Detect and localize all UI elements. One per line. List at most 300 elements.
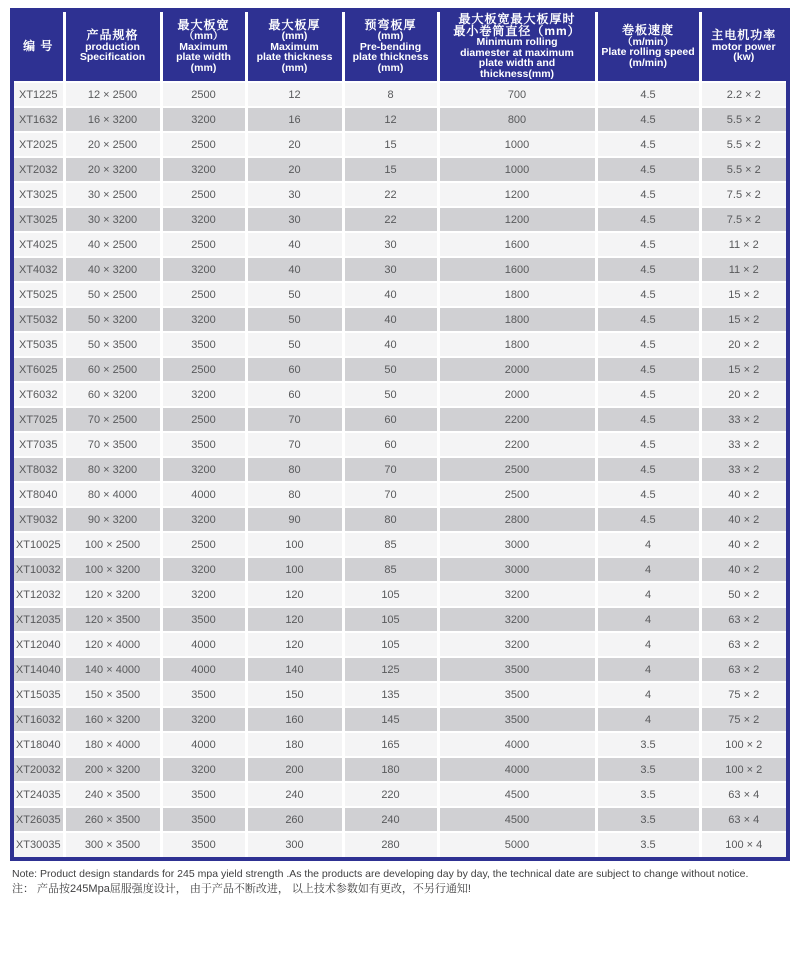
table-cell-motor-power: 63 × 2	[700, 632, 786, 657]
table-cell-rolling-speed: 4	[596, 657, 700, 682]
table-cell-rolling-speed: 4	[596, 582, 700, 607]
table-cell-min-rolling-diameter: 1800	[438, 332, 596, 357]
table-cell-model: XT12032	[14, 582, 64, 607]
table-cell-spec: 12 × 2500	[64, 82, 161, 107]
table-cell-rolling-speed: 4.5	[596, 432, 700, 457]
header-cell-model	[14, 12, 64, 82]
table-cell-prebending-thickness: 240	[343, 807, 438, 832]
table-cell-model: XT5035	[14, 332, 64, 357]
table-cell-prebending-thickness: 180	[343, 757, 438, 782]
table-cell-max-plate-width: 4000	[161, 632, 246, 657]
table-cell-spec: 160 × 3200	[64, 707, 161, 732]
table-cell-motor-power: 100 × 2	[700, 757, 786, 782]
table-cell-motor-power: 50 × 2	[700, 582, 786, 607]
table-cell-max-plate-width: 4000	[161, 732, 246, 757]
table-cell-motor-power: 15 × 2	[700, 357, 786, 382]
table-cell-prebending-thickness: 60	[343, 432, 438, 457]
table-cell-model: XT10032	[14, 557, 64, 582]
table-cell-min-rolling-diameter: 1000	[438, 157, 596, 182]
table-cell-max-plate-width: 3500	[161, 607, 246, 632]
table-cell-spec: 50 × 2500	[64, 282, 161, 307]
table-cell-model: XT5032	[14, 307, 64, 332]
table-body	[14, 82, 786, 857]
table-cell-model: XT10025	[14, 532, 64, 557]
header-line: Maximum	[270, 40, 319, 53]
table-cell-prebending-thickness: 145	[343, 707, 438, 732]
table-cell-motor-power: 33 × 2	[700, 432, 786, 457]
table-row	[14, 482, 786, 507]
table-cell-max-plate-width: 2500	[161, 532, 246, 557]
table-cell-min-rolling-diameter: 1600	[438, 232, 596, 257]
table-cell-max-plate-width: 3500	[161, 332, 246, 357]
header-line: 最大板宽最大板厚时	[458, 12, 576, 26]
table-cell-prebending-thickness: 15	[343, 132, 438, 157]
table-cell-min-rolling-diameter: 3500	[438, 682, 596, 707]
header-line: plate width and	[478, 57, 556, 69]
table-cell-spec: 240 × 3500	[64, 782, 161, 807]
table-cell-motor-power: 20 × 2	[700, 382, 786, 407]
table-cell-spec: 180 × 4000	[64, 732, 161, 757]
table-cell-model: XT12035	[14, 607, 64, 632]
header-line: (mm)	[377, 61, 404, 74]
header-line: Pre-bending	[359, 40, 422, 53]
table-row	[14, 807, 786, 832]
table-cell-max-plate-width: 3200	[161, 157, 246, 182]
table-row	[14, 257, 786, 282]
table-cell-min-rolling-diameter: 3200	[438, 632, 596, 657]
table-cell-prebending-thickness: 135	[343, 682, 438, 707]
table-cell-min-rolling-diameter: 3500	[438, 707, 596, 732]
table-cell-spec: 90 × 3200	[64, 507, 161, 532]
table-cell-motor-power: 33 × 2	[700, 457, 786, 482]
table-cell-max-plate-width: 3200	[161, 307, 246, 332]
table-cell-model: XT9032	[14, 507, 64, 532]
table-cell-motor-power: 100 × 4	[700, 832, 786, 857]
header-line: （mm）	[183, 30, 224, 43]
table-cell-spec: 150 × 3500	[64, 682, 161, 707]
table-row	[14, 382, 786, 407]
table-cell-motor-power: 15 × 2	[700, 307, 786, 332]
table-row	[14, 507, 786, 532]
table-header-row	[14, 12, 786, 82]
table-cell-max-plate-thickness: 200	[246, 757, 343, 782]
table-cell-max-plate-thickness: 260	[246, 807, 343, 832]
table-cell-rolling-speed: 4.5	[596, 107, 700, 132]
table-cell-prebending-thickness: 40	[343, 282, 438, 307]
table-cell-model: XT24035	[14, 782, 64, 807]
table-cell-motor-power: 63 × 2	[700, 657, 786, 682]
table-row	[14, 407, 786, 432]
table-cell-max-plate-thickness: 70	[246, 407, 343, 432]
table-cell-min-rolling-diameter: 3000	[438, 557, 596, 582]
table-cell-model: XT2032	[14, 157, 64, 182]
table-cell-max-plate-thickness: 90	[246, 507, 343, 532]
table-cell-spec: 80 × 4000	[64, 482, 161, 507]
table-cell-spec: 120 × 3200	[64, 582, 161, 607]
table-cell-min-rolling-diameter: 5000	[438, 832, 596, 857]
table-cell-spec: 40 × 2500	[64, 232, 161, 257]
table-cell-max-plate-thickness: 120	[246, 607, 343, 632]
table-cell-max-plate-thickness: 80	[246, 457, 343, 482]
table-cell-spec: 60 × 3200	[64, 382, 161, 407]
footer-notes	[10, 868, 790, 897]
table-cell-model: XT5025	[14, 282, 64, 307]
table-cell-prebending-thickness: 80	[343, 507, 438, 532]
table-cell-prebending-thickness: 30	[343, 232, 438, 257]
table-cell-max-plate-width: 3500	[161, 807, 246, 832]
table-cell-min-rolling-diameter: 4000	[438, 757, 596, 782]
table-cell-spec: 120 × 4000	[64, 632, 161, 657]
table-cell-prebending-thickness: 85	[343, 557, 438, 582]
table-cell-spec: 70 × 3500	[64, 432, 161, 457]
table-cell-rolling-speed: 4.5	[596, 382, 700, 407]
table-cell-rolling-speed: 4.5	[596, 507, 700, 532]
table-cell-model: XT12040	[14, 632, 64, 657]
table-row	[14, 307, 786, 332]
table-cell-min-rolling-diameter: 1000	[438, 132, 596, 157]
table-cell-rolling-speed: 4.5	[596, 357, 700, 382]
table-cell-prebending-thickness: 280	[343, 832, 438, 857]
header-cell-spec	[64, 12, 161, 82]
table-row	[14, 632, 786, 657]
table-cell-motor-power: 5.5 × 2	[700, 157, 786, 182]
table-cell-max-plate-width: 3500	[161, 432, 246, 457]
table-cell-motor-power: 2.2 × 2	[700, 82, 786, 107]
table-row	[14, 107, 786, 132]
table-cell-min-rolling-diameter: 1800	[438, 307, 596, 332]
table-cell-motor-power: 40 × 2	[700, 482, 786, 507]
header-line: Maximum	[179, 40, 228, 53]
table-cell-rolling-speed: 4.5	[596, 482, 700, 507]
header-line: plate thickness	[256, 51, 333, 64]
table-cell-rolling-speed: 4	[596, 632, 700, 657]
table-cell-rolling-speed: 3.5	[596, 757, 700, 782]
table-cell-prebending-thickness: 105	[343, 582, 438, 607]
table-cell-max-plate-thickness: 20	[246, 157, 343, 182]
table-cell-motor-power: 15 × 2	[700, 282, 786, 307]
table-row	[14, 757, 786, 782]
table-cell-rolling-speed: 4.5	[596, 232, 700, 257]
table-cell-rolling-speed: 4	[596, 682, 700, 707]
table-cell-spec: 30 × 3200	[64, 207, 161, 232]
note-english: Note: Product design standards for 245 mpa yield strength .As the products are developing day by day, the technical date are subject to change without notice.	[12, 868, 749, 880]
table-cell-motor-power: 63 × 4	[700, 782, 786, 807]
header-line: 编 号	[23, 38, 54, 53]
table-cell-rolling-speed: 3.5	[596, 832, 700, 857]
table-cell-motor-power: 75 × 2	[700, 707, 786, 732]
table-cell-prebending-thickness: 22	[343, 207, 438, 232]
table-cell-min-rolling-diameter: 4500	[438, 807, 596, 832]
table-cell-max-plate-thickness: 140	[246, 657, 343, 682]
table-cell-model: XT3025	[14, 182, 64, 207]
table-cell-motor-power: 5.5 × 2	[700, 132, 786, 157]
table-cell-model: XT8040	[14, 482, 64, 507]
table-cell-min-rolling-diameter: 1200	[438, 207, 596, 232]
header-line: (mm)	[281, 30, 308, 43]
table-cell-max-plate-width: 4000	[161, 657, 246, 682]
table-cell-prebending-thickness: 70	[343, 457, 438, 482]
table-cell-max-plate-width: 3200	[161, 457, 246, 482]
table-cell-min-rolling-diameter: 2500	[438, 482, 596, 507]
table-cell-max-plate-thickness: 160	[246, 707, 343, 732]
table-cell-rolling-speed: 4.5	[596, 457, 700, 482]
table-cell-model: XT14040	[14, 657, 64, 682]
table-cell-model: XT26035	[14, 807, 64, 832]
table-cell-max-plate-thickness: 12	[246, 82, 343, 107]
table-cell-rolling-speed: 4.5	[596, 307, 700, 332]
table-cell-rolling-speed: 4	[596, 707, 700, 732]
table-cell-min-rolling-diameter: 3500	[438, 657, 596, 682]
table-cell-prebending-thickness: 50	[343, 382, 438, 407]
table-cell-model: XT1225	[14, 82, 64, 107]
table-cell-max-plate-thickness: 30	[246, 182, 343, 207]
table-cell-prebending-thickness: 40	[343, 332, 438, 357]
table-cell-max-plate-width: 3200	[161, 507, 246, 532]
header-cell-max-plate-thickness	[246, 12, 343, 82]
table-cell-max-plate-width: 2500	[161, 357, 246, 382]
table-cell-rolling-speed: 3.5	[596, 732, 700, 757]
table-cell-spec: 70 × 2500	[64, 407, 161, 432]
table-cell-model: XT18040	[14, 732, 64, 757]
table-cell-spec: 50 × 3200	[64, 307, 161, 332]
table-cell-max-plate-width: 3500	[161, 682, 246, 707]
header-line: diamester at maximum	[460, 46, 574, 59]
table-cell-min-rolling-diameter: 1600	[438, 257, 596, 282]
table-cell-motor-power: 75 × 2	[700, 682, 786, 707]
table-cell-spec: 200 × 3200	[64, 757, 161, 782]
table-row	[14, 532, 786, 557]
table-row	[14, 357, 786, 382]
table-cell-max-plate-thickness: 50	[246, 332, 343, 357]
table-cell-model: XT1632	[14, 107, 64, 132]
table-cell-prebending-thickness: 50	[343, 357, 438, 382]
table-cell-motor-power: 7.5 × 2	[700, 207, 786, 232]
table-cell-max-plate-width: 2500	[161, 282, 246, 307]
table-cell-spec: 100 × 2500	[64, 532, 161, 557]
table-cell-max-plate-thickness: 80	[246, 482, 343, 507]
table-cell-motor-power: 20 × 2	[700, 332, 786, 357]
table-cell-min-rolling-diameter: 3200	[438, 582, 596, 607]
table-row	[14, 432, 786, 457]
table-row	[14, 582, 786, 607]
table-cell-max-plate-thickness: 240	[246, 782, 343, 807]
table-cell-spec: 80 × 3200	[64, 457, 161, 482]
table-cell-model: XT15035	[14, 682, 64, 707]
table-row	[14, 707, 786, 732]
table-cell-model: XT30035	[14, 832, 64, 857]
table-cell-spec: 300 × 3500	[64, 832, 161, 857]
table-cell-prebending-thickness: 220	[343, 782, 438, 807]
header-line: 卷板速度	[621, 23, 674, 37]
table-row	[14, 682, 786, 707]
table-cell-rolling-speed: 4	[596, 532, 700, 557]
table-cell-min-rolling-diameter: 3200	[438, 607, 596, 632]
header-line: Specification	[79, 51, 146, 64]
table-cell-max-plate-thickness: 150	[246, 682, 343, 707]
table-cell-motor-power: 40 × 2	[700, 532, 786, 557]
table-cell-spec: 60 × 2500	[64, 357, 161, 382]
table-cell-model: XT4032	[14, 257, 64, 282]
table-cell-rolling-speed: 3.5	[596, 782, 700, 807]
header-line: (mm)	[281, 61, 308, 74]
table-cell-motor-power: 7.5 × 2	[700, 182, 786, 207]
table-cell-min-rolling-diameter: 1800	[438, 282, 596, 307]
header-line: Plate rolling speed	[601, 46, 695, 58]
table-cell-max-plate-thickness: 30	[246, 207, 343, 232]
table-cell-max-plate-width: 2500	[161, 82, 246, 107]
table-cell-model: XT3025	[14, 207, 64, 232]
table-row	[14, 607, 786, 632]
table-cell-rolling-speed: 4.5	[596, 207, 700, 232]
header-line: production	[85, 40, 140, 53]
table-cell-model: XT20032	[14, 757, 64, 782]
table-cell-min-rolling-diameter: 2200	[438, 432, 596, 457]
header-cell-prebending-thickness	[343, 12, 438, 82]
table-cell-prebending-thickness: 30	[343, 257, 438, 282]
table-cell-spec: 100 × 3200	[64, 557, 161, 582]
table-row	[14, 157, 786, 182]
table-row	[14, 207, 786, 232]
header-line: (kw)	[733, 51, 755, 64]
table-row	[14, 282, 786, 307]
table-cell-min-rolling-diameter: 4000	[438, 732, 596, 757]
table-cell-prebending-thickness: 105	[343, 632, 438, 657]
table-cell-max-plate-width: 3200	[161, 557, 246, 582]
table-cell-prebending-thickness: 8	[343, 82, 438, 107]
table-cell-rolling-speed: 4.5	[596, 157, 700, 182]
table-cell-rolling-speed: 4	[596, 607, 700, 632]
table-cell-max-plate-width: 3200	[161, 582, 246, 607]
header-line: （m/min）	[622, 35, 674, 48]
table-cell-prebending-thickness: 60	[343, 407, 438, 432]
header-line: (mm)	[190, 61, 217, 74]
table-cell-prebending-thickness: 12	[343, 107, 438, 132]
table-row	[14, 132, 786, 157]
table-cell-max-plate-thickness: 50	[246, 307, 343, 332]
table-cell-min-rolling-diameter: 700	[438, 82, 596, 107]
header-line: 最大板厚	[268, 17, 321, 32]
table-cell-prebending-thickness: 105	[343, 607, 438, 632]
table-cell-model: XT16032	[14, 707, 64, 732]
table-cell-min-rolling-diameter: 1200	[438, 182, 596, 207]
table-cell-max-plate-width: 3500	[161, 832, 246, 857]
table-cell-spec: 20 × 3200	[64, 157, 161, 182]
table-cell-max-plate-width: 3200	[161, 707, 246, 732]
note-chinese: 注： 产品按245Mpa屈服强度设计， 由于产品不断改进， 以上技术参数如有更改，不另行通知!	[12, 883, 471, 895]
table-cell-max-plate-thickness: 20	[246, 132, 343, 157]
table-cell-max-plate-width: 3200	[161, 207, 246, 232]
table-cell-max-plate-thickness: 100	[246, 557, 343, 582]
header-cell-rolling-speed	[596, 12, 700, 82]
table-cell-min-rolling-diameter: 3000	[438, 532, 596, 557]
table-cell-max-plate-width: 3200	[161, 257, 246, 282]
header-line: 产品规格	[86, 28, 139, 43]
table-cell-motor-power: 40 × 2	[700, 507, 786, 532]
table-cell-max-plate-width: 2500	[161, 232, 246, 257]
table-cell-motor-power: 11 × 2	[700, 257, 786, 282]
table-cell-motor-power: 63 × 2	[700, 607, 786, 632]
table-cell-prebending-thickness: 22	[343, 182, 438, 207]
header-cell-max-plate-width	[161, 12, 246, 82]
table-cell-prebending-thickness: 70	[343, 482, 438, 507]
table-cell-prebending-thickness: 15	[343, 157, 438, 182]
table-cell-max-plate-thickness: 120	[246, 632, 343, 657]
table-row	[14, 657, 786, 682]
table-cell-spec: 260 × 3500	[64, 807, 161, 832]
table-cell-model: XT4025	[14, 232, 64, 257]
table-cell-max-plate-thickness: 70	[246, 432, 343, 457]
table-cell-min-rolling-diameter: 2500	[438, 457, 596, 482]
header-line: Minimum rolling	[476, 36, 558, 48]
spec-table-frame	[10, 8, 790, 861]
table-cell-prebending-thickness: 40	[343, 307, 438, 332]
table-row	[14, 832, 786, 857]
header-line: plate thickness	[352, 51, 429, 64]
table-cell-min-rolling-diameter: 2000	[438, 382, 596, 407]
table-cell-rolling-speed: 4.5	[596, 132, 700, 157]
table-cell-max-plate-thickness: 100	[246, 532, 343, 557]
table-cell-max-plate-thickness: 60	[246, 382, 343, 407]
table-cell-prebending-thickness: 85	[343, 532, 438, 557]
table-row	[14, 232, 786, 257]
table-cell-spec: 50 × 3500	[64, 332, 161, 357]
table-cell-motor-power: 11 × 2	[700, 232, 786, 257]
table-cell-spec: 30 × 2500	[64, 182, 161, 207]
table-cell-max-plate-thickness: 60	[246, 357, 343, 382]
table-cell-max-plate-thickness: 120	[246, 582, 343, 607]
table-cell-rolling-speed: 4.5	[596, 332, 700, 357]
table-cell-max-plate-thickness: 40	[246, 232, 343, 257]
table-header	[14, 12, 786, 82]
table-cell-min-rolling-diameter: 2000	[438, 357, 596, 382]
table-row	[14, 732, 786, 757]
header-line: 最大板宽	[177, 17, 230, 32]
table-cell-motor-power: 63 × 4	[700, 807, 786, 832]
table-cell-max-plate-width: 2500	[161, 182, 246, 207]
table-cell-min-rolling-diameter: 2200	[438, 407, 596, 432]
header-line: plate width	[176, 51, 231, 64]
header-line: (mm)	[377, 30, 404, 43]
table-row	[14, 557, 786, 582]
table-cell-max-plate-thickness: 180	[246, 732, 343, 757]
table-cell-max-plate-thickness: 16	[246, 107, 343, 132]
table-cell-max-plate-width: 2500	[161, 132, 246, 157]
table-cell-min-rolling-diameter: 800	[438, 107, 596, 132]
table-cell-min-rolling-diameter: 2800	[438, 507, 596, 532]
table-cell-prebending-thickness: 165	[343, 732, 438, 757]
table-cell-max-plate-thickness: 50	[246, 282, 343, 307]
header-line: 最小卷筒直径（mm）	[453, 23, 581, 38]
table-cell-rolling-speed: 4.5	[596, 182, 700, 207]
table-row	[14, 82, 786, 107]
header-line: motor power	[711, 40, 776, 53]
table-cell-max-plate-width: 2500	[161, 407, 246, 432]
header-line: thickness(mm)	[479, 67, 555, 80]
header-cell-motor-power	[700, 12, 786, 82]
table-cell-model: XT8032	[14, 457, 64, 482]
table-cell-model: XT7035	[14, 432, 64, 457]
header-line: (m/min)	[629, 56, 667, 69]
table-row	[14, 332, 786, 357]
table-cell-spec: 120 × 3500	[64, 607, 161, 632]
table-cell-spec: 16 × 3200	[64, 107, 161, 132]
table-cell-rolling-speed: 4	[596, 557, 700, 582]
table-cell-motor-power: 33 × 2	[700, 407, 786, 432]
table-cell-model: XT6025	[14, 357, 64, 382]
table-cell-motor-power: 40 × 2	[700, 557, 786, 582]
table-row	[14, 782, 786, 807]
header-line: 预弯板厚	[364, 17, 417, 32]
